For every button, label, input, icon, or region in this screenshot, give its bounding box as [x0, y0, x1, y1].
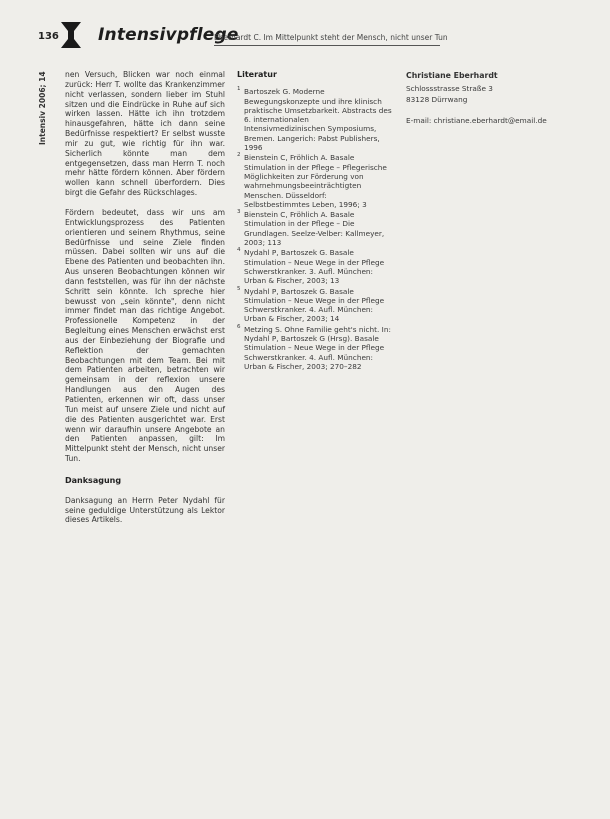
reference-number: 2: [237, 152, 241, 159]
reference-item: [237, 152, 392, 209]
reference-item: [237, 209, 392, 248]
vertical-margin-label: [38, 71, 50, 145]
body-paragraph: nen Versuch, Blicken war noch einmal zurück: Herr T. wollte das Krankenzimmer nicht verlassen, sondern lieber im Stuhl sitzen und die Eindrücke in Ruhe auf sich wirken lassen. Hätte ich ihn trotzdem hinausgefahren, hätte ich dann seine Bedürfnisse respektiert? Er selbst wusste mir zu gut, wie richtig für ihn war. Sicherlich könnte man dem entgegensetzen, dass man Herrn T. noch mehr hätte fördern können. Aber fördern wollen kann schnell überfordern. Dies birgt die Gefahr des Rückschlages.: [65, 70, 225, 198]
acknowledgement-text: Danksagung an Herrn Peter Nydahl für seine geduldige Unterstützung als Lektor dieses Artikels.: [65, 495, 225, 525]
reference-number: 1: [237, 86, 241, 93]
reference-text: Bienstein C, Fröhlich A. Basale Stimulation in der Pflege – Die Grundlagen. Seelze-Velber: Kallmeyer, 2003; 113: [244, 210, 385, 248]
reference-number: 6: [237, 323, 241, 330]
reference-number: 4: [237, 247, 241, 254]
main-text-column: [65, 70, 225, 525]
reference-text: Nydahl P, Bartoszek G. Basale Stimulation – Neue Wege in der Pflege Schwerstkranker. 3. Aufl. München: Urban & Fischer, 2003; 13: [244, 248, 385, 286]
references-column: [237, 70, 392, 372]
vertical-label-text: Intensiv 2006; 14: [38, 71, 47, 145]
author-email[interactable]: E-mail: christiane.eberhardt@email.de: [406, 116, 547, 125]
header-rule: [214, 45, 440, 46]
reference-item: [237, 323, 392, 371]
reference-item: [237, 86, 392, 153]
reference-item: [237, 247, 392, 286]
reference-number: 5: [237, 285, 241, 292]
reference-list: [237, 87, 392, 371]
author-name: Christiane Eberhardt: [406, 71, 498, 80]
body-paragraph: Fördern bedeutet, dass wir uns am Entwicklungsprozess des Patienten orientieren und seinem Rhythmus, seine Bedürfnisse und seine Ziele finden müssen. Dabei sollten wir uns auf die Ebene des Patienten und beobachten ihn. Aus unseren Beobachtungen können wir dann feststellen, was für ihn der nächste Schritt sein könnte. Ich spreche hier bewusst von „sein könnte", denn nicht immer findet man das richtige Angebot. Professionelle Kompetenz in der Begleitung eines Menschen erwächst erst aus der Einbeziehung der Biografie und Reflektion der gemachten Beobachtungen mit dem Team. Bei mit dem Patienten arbeiten, betrachten wir gemeinsam in der reflexion unsere Handlungen aus den Augen des Patienten, erkennen wir oft, dass unser Tun meist auf unsere Ziele und nicht auf die des Patienten ausgerichtet war. Erst wenn wir daraufhin unsere Angebote an den Patienten anpassen, gilt: Im Mittelpunkt steht der Mensch, nicht unser Tun.: [65, 207, 225, 464]
page-number: 136: [38, 31, 59, 42]
journal-title: Intensivpflege: [98, 25, 239, 45]
reference-text: Bartoszek G. Moderne Bewegungskonzepte und ihre klinisch praktische Umsetzbarkeit. Abstracts des 6. internationalen Intensivmedizinischen Symposiums, Bremen. Langerich: Pabst Publishers, 1996: [244, 87, 392, 153]
reference-text: Nydahl P, Bartoszek G. Basale Stimulation – Neue Wege in der Pflege Schwerstkranker. 4. Aufl. München: Urban & Fischer, 2003; 14: [244, 286, 385, 324]
reference-item: [237, 285, 392, 324]
references-heading: Literatur: [237, 70, 277, 79]
author-street: Schlossstrasse Straße 3: [406, 84, 493, 93]
journal-logo-icon: [60, 21, 82, 49]
reference-text: Metzing S. Ohne Familie geht's nicht. In: Nydahl P, Bartoszek G (Hrsg). Basale Stimulation – Neue Wege in der Pflege Schwerstkranker. 4. Aufl. München: Urban & Fischer, 2003; 270–282: [244, 324, 391, 371]
acknowledgement-heading: Danksagung: [65, 475, 122, 485]
reference-text: Bienstein C, Fröhlich A. Basale Stimulation in der Pflege – Pflegerische Möglichkeiten zur Förderung von wahrnehmungsbeeinträchtigten Menschen. Düsseldorf: Selbstbestimmtes Leben, 1996; 3: [244, 153, 387, 209]
running-title: Eberhardt C. Im Mittelpunkt steht der Mensch, nicht unser Tun: [214, 33, 448, 42]
author-contact: [406, 70, 566, 126]
author-city: 83128 Dürrwang: [406, 95, 468, 104]
reference-number: 3: [237, 209, 241, 216]
